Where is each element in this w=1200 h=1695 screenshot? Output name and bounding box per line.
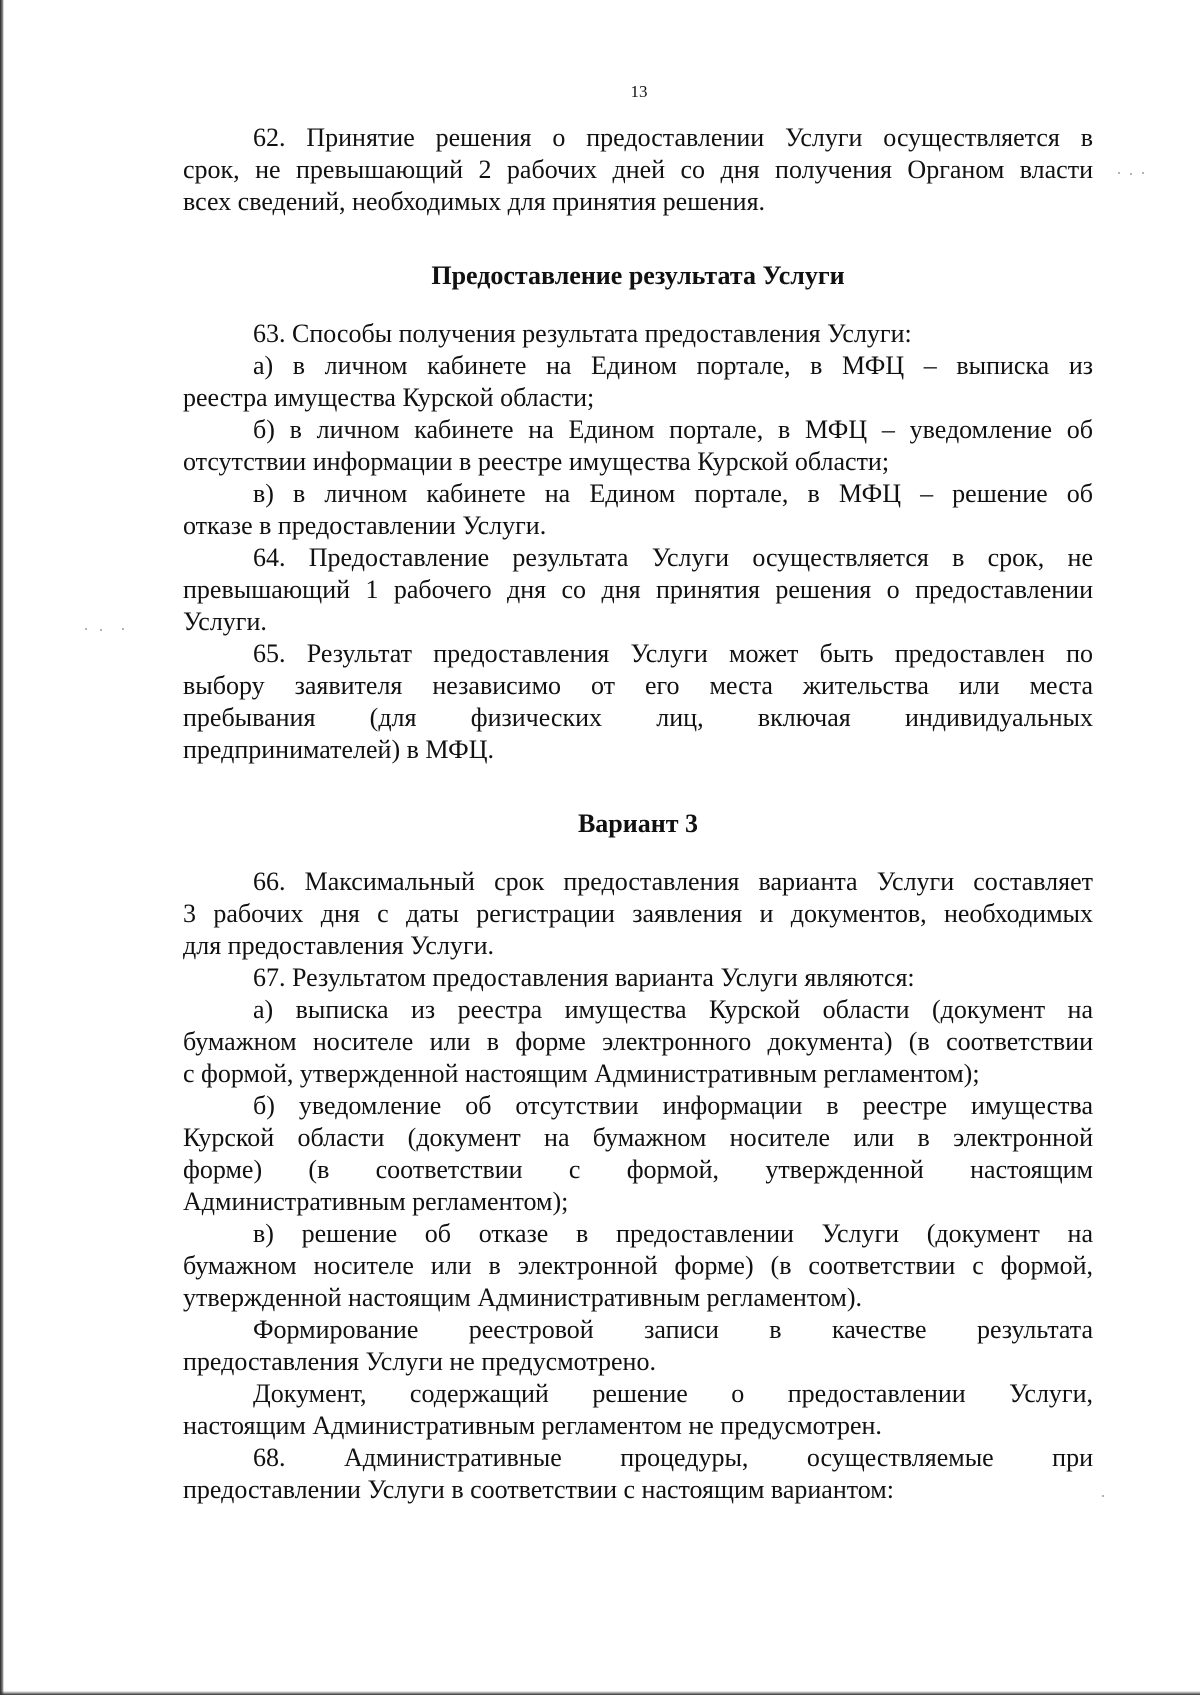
paragraph [183, 866, 1093, 962]
text-line: 66. Максимальный срок предоставления варианта Услуги составляет [253, 867, 1093, 896]
page-number: 13 [630, 82, 648, 101]
text-line: 62. Принятие решения о предоставлении Услуги осуществляется в [253, 123, 1093, 152]
document-body [183, 122, 1093, 1506]
paragraph [183, 638, 1093, 766]
text-line: Документ, содержащий решение о предоставлении Услуги, [253, 1379, 1093, 1408]
scan-speck [1130, 173, 1132, 175]
text-line: бумажном носителе или в электронной форме) (в соответствии с формой, [183, 1251, 1093, 1280]
text-line: Услуги. [183, 607, 267, 636]
paragraph [183, 478, 1093, 542]
scan-speck [1142, 172, 1144, 174]
text-line: а) выписка из реестра имущества Курской области (документ на [253, 995, 1093, 1024]
text-line: в) решение об отказе в предоставлении Услуги (документ на [253, 1219, 1093, 1248]
scan-speck [85, 628, 87, 630]
text-line: пребывания (для физических лиц, включая индивидуальных [183, 703, 1093, 732]
text-line: утвержденной настоящим Административным регламентом). [183, 1283, 862, 1312]
text-line: 64. Предоставление результата Услуги осуществляется в срок, не [253, 543, 1093, 572]
text-line: отказе в предоставлении Услуги. [183, 511, 547, 540]
text-line: превышающий 1 рабочего дня со дня принятия решения о предоставлении [183, 575, 1093, 604]
scan-edge-bottom [0, 1691, 1200, 1695]
text-line: предоставлении Услуги в соответствии с настоящим вариантом: [183, 1475, 894, 1504]
text-line: форме) (в соответствии с формой, утвержденной настоящим [183, 1155, 1093, 1184]
text-line: реестра имущества Курской области; [183, 383, 595, 412]
text-line: отсутствии информации в реестре имущества Курской области; [183, 447, 890, 476]
paragraph [183, 1090, 1093, 1218]
scan-speck [1102, 1495, 1104, 1497]
text-line: б) в личном кабинете на Едином портале, в МФЦ – уведомление об [253, 415, 1093, 444]
text-line: срок, не превышающий 2 рабочих дней со дня получения Органом власти [183, 155, 1093, 184]
paragraph [183, 1314, 1093, 1378]
paragraph [183, 122, 1093, 218]
text-line: б) уведомление об отсутствии информации в реестре имущества [253, 1091, 1093, 1120]
paragraph [183, 350, 1093, 414]
scan-speck [122, 628, 124, 630]
paragraph [183, 994, 1093, 1090]
text-line: 65. Результат предоставления Услуги может быть предоставлен по [253, 639, 1093, 668]
text-line: в) в личном кабинете на Едином портале, в МФЦ – решение об [253, 479, 1093, 508]
text-line: 3 рабочих дня с даты регистрации заявления и документов, необходимых [183, 899, 1093, 928]
paragraph [183, 1378, 1093, 1442]
text-line: для предоставления Услуги. [183, 931, 495, 960]
text-line: Курской области (документ на бумажном носителе или в электронной [183, 1123, 1093, 1152]
paragraph [183, 1218, 1093, 1314]
text-line: предпринимателей) в МФЦ. [183, 735, 494, 764]
section-heading: Вариант 3 [577, 809, 699, 838]
text-line: Формирование реестровой записи в качестве результата [253, 1315, 1093, 1344]
text-line: бумажном носителе или в форме электронного документа) (в соответствии [183, 1027, 1093, 1056]
text-line: настоящим Административным регламентом не предусмотрен. [183, 1411, 882, 1440]
paragraph [183, 962, 1093, 994]
text-line: а) в личном кабинете на Едином портале, в МФЦ – выписка из [253, 351, 1093, 380]
scan-edge-left [0, 0, 4, 1695]
text-line: 67. Результатом предоставления варианта Услуги являются: [253, 963, 915, 992]
paragraph [183, 318, 1093, 350]
paragraph [183, 1442, 1093, 1506]
text-line: выбору заявителя независимо от его места жительства или места [183, 671, 1093, 700]
section-heading: Предоставление результата Услуги [431, 261, 845, 290]
text-line: с формой, утвержденной настоящим Административным регламентом); [183, 1059, 980, 1088]
text-line: всех сведений, необходимых для принятия решения. [183, 187, 766, 216]
text-line: 63. Способы получения результата предоставления Услуги: [253, 319, 912, 348]
scan-speck [1118, 172, 1120, 174]
text-line: Административным регламентом); [183, 1187, 569, 1216]
scan-speck [100, 629, 102, 631]
paragraph [183, 414, 1093, 478]
text-line: предоставления Услуги не предусмотрено. [183, 1347, 656, 1376]
paragraph [183, 542, 1093, 638]
text-line: 68. Административные процедуры, осуществляемые при [253, 1443, 1093, 1472]
